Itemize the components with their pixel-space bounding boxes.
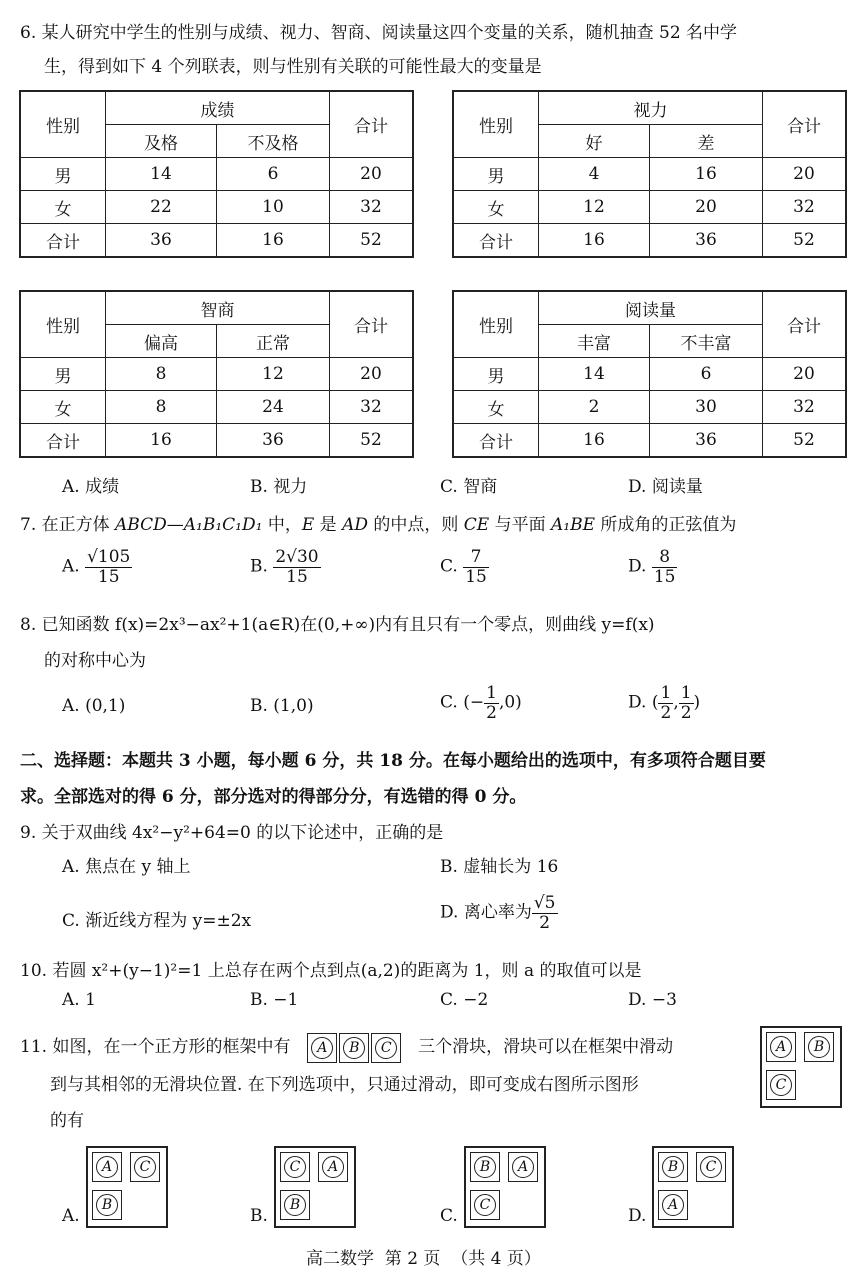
target-slider-c: C <box>766 1070 796 1100</box>
slider: A <box>92 1152 122 1182</box>
table-row: 合计 36 16 52 <box>20 224 413 258</box>
q8-option-c: C. (− $\frac{1}{2}$ ,0) <box>440 683 522 723</box>
table-row: 男 14 6 20 <box>20 158 413 191</box>
q10-option-d: D. −3 <box>628 990 677 1010</box>
q8-stem-line2: 的对称中心为 <box>44 651 146 671</box>
q6-option-b: B. 视力 <box>250 477 308 497</box>
slider-a: A <box>307 1033 337 1063</box>
q11-stem-line1: 11. 如图，在一个正方形的框架中有 A B C 三个滑块，滑块可以在框架中滑动 <box>20 1032 673 1063</box>
slider: B <box>92 1190 122 1220</box>
q7-option-a: A. $\frac{√105}{15}$ <box>62 547 131 587</box>
section2-header-line2: 求。全部选对的得 6 分，部分选对的得部分分，有选错的得 0 分。 <box>20 787 527 807</box>
q6-stem-line2: 生，得到如下 4 个列联表，则与性别有关联的可能性最大的变量是 <box>44 57 542 77</box>
slider: A <box>318 1152 348 1182</box>
slider: B <box>280 1190 310 1220</box>
contingency-table-3: 性别 智商 合计 偏高 正常 男 8 12 20 女 8 24 32 合计 16 36 52 <box>19 290 414 458</box>
table-row: 女 12 20 32 <box>453 191 846 224</box>
contingency-table-1: 性别 成绩 合计 及格 不及格 男 14 6 20 女 22 10 32 合计 36 16 52 <box>19 90 414 258</box>
q6-option-d: D. 阅读量 <box>628 477 703 497</box>
q10-option-c: C. −2 <box>440 990 489 1010</box>
q11-option-a-frame <box>86 1146 168 1228</box>
section2-header-line1: 二、选择题：本题共 3 小题，每小题 6 分，共 18 分。在每小题给出的选项中，有多项符合题目要 <box>20 751 766 771</box>
q11-stem-line3: 的有 <box>50 1111 84 1131</box>
table-row: 男 4 16 20 <box>453 158 846 191</box>
q9-option-b: B. 虚轴长为 16 <box>440 857 559 877</box>
q11-option-d-frame <box>652 1146 734 1228</box>
contingency-table-4: 性别 阅读量 合计 丰富 不丰富 男 14 6 20 女 2 30 32 合计 16 36 52 <box>452 290 847 458</box>
q10-option-a: A. 1 <box>62 990 96 1010</box>
q7-option-b: B. $\frac{2√30}{15}$ <box>250 547 319 587</box>
q11-option-b-label: B. <box>250 1206 268 1226</box>
slider: C <box>696 1152 726 1182</box>
slider: A <box>508 1152 538 1182</box>
table-row: 男 14 6 20 <box>453 358 846 391</box>
table-row: 女 22 10 32 <box>20 191 413 224</box>
slider: A <box>658 1190 688 1220</box>
q8-stem-line1: 8. 已知函数 f(x)=2x³−ax²+1(a∈R)在(0,+∞)内有且只有一个零点，则曲线 y=f(x) <box>20 615 655 635</box>
q7-option-c: C. $\frac{7}{15}$ <box>440 547 487 587</box>
target-slider-a: A <box>766 1032 796 1062</box>
q11-option-d-label: D. <box>628 1206 647 1226</box>
q11-option-a-label: A. <box>62 1206 80 1226</box>
table-row: 男 8 12 20 <box>20 358 413 391</box>
slider: B <box>470 1152 500 1182</box>
q8-option-d: D. ( $\frac{1}{2}$ , $\frac{1}{2}$ ) <box>628 683 701 723</box>
q11-option-c-label: C. <box>440 1206 458 1226</box>
slider: C <box>470 1190 500 1220</box>
table-row: 合计 16 36 52 <box>453 224 846 258</box>
q11-option-c-frame <box>464 1146 546 1228</box>
table-row: 女 2 30 32 <box>453 391 846 424</box>
contingency-table-2: 性别 视力 合计 好 差 男 4 16 20 女 12 20 32 合计 16 36 52 <box>452 90 847 258</box>
table-row: 合计 16 36 52 <box>20 424 413 458</box>
q6-option-a: A. 成绩 <box>62 477 120 497</box>
q9-option-d: D. 离心率为 $\frac{√5}{2}$ <box>440 893 556 933</box>
slider-b: B <box>339 1033 369 1063</box>
q8-option-b: B. (1,0) <box>250 696 314 716</box>
q7-option-d: D. $\frac{8}{15}$ <box>628 547 676 587</box>
q11-option-b-frame <box>274 1146 356 1228</box>
q7-stem: 7. 在正方体 ABCD—A₁B₁C₁D₁ 中，E 是 AD 的中点，则 CE 与平面 A₁BE 所成角的正弦值为 <box>20 515 737 535</box>
table-row: 女 8 24 32 <box>20 391 413 424</box>
slider-c: C <box>371 1033 401 1063</box>
q10-stem: 10. 若圆 x²+(y−1)²=1 上总存在两个点到点(a,2)的距离为 1，则 a 的取值可以是 <box>20 961 642 981</box>
table-row: 合计 16 36 52 <box>453 424 846 458</box>
page-footer: 高二数学 第 2 页 （共 4 页） <box>306 1249 541 1269</box>
target-frame <box>760 1026 842 1108</box>
q9-stem: 9. 关于双曲线 4x²−y²+64=0 的以下论述中，正确的是 <box>20 823 444 843</box>
slider: B <box>658 1152 688 1182</box>
q10-option-b: B. −1 <box>250 990 299 1010</box>
q11-stem-line2: 到与其相邻的无滑块位置. 在下列选项中，只通过滑动，即可变成右图所示图形 <box>50 1075 639 1095</box>
target-slider-b: B <box>804 1032 834 1062</box>
q8-option-a: A. (0,1) <box>62 696 126 716</box>
q6-stem-line1: 6. 某人研究中学生的性别与成绩、视力、智商、阅读量这四个变量的关系，随机抽查 52 名中学 <box>20 23 738 43</box>
q9-option-a: A. 焦点在 y 轴上 <box>62 857 191 877</box>
slider: C <box>130 1152 160 1182</box>
slider: C <box>280 1152 310 1182</box>
q9-option-c: C. 渐近线方程为 y=±2x <box>62 911 252 931</box>
q6-option-c: C. 智商 <box>440 477 498 497</box>
